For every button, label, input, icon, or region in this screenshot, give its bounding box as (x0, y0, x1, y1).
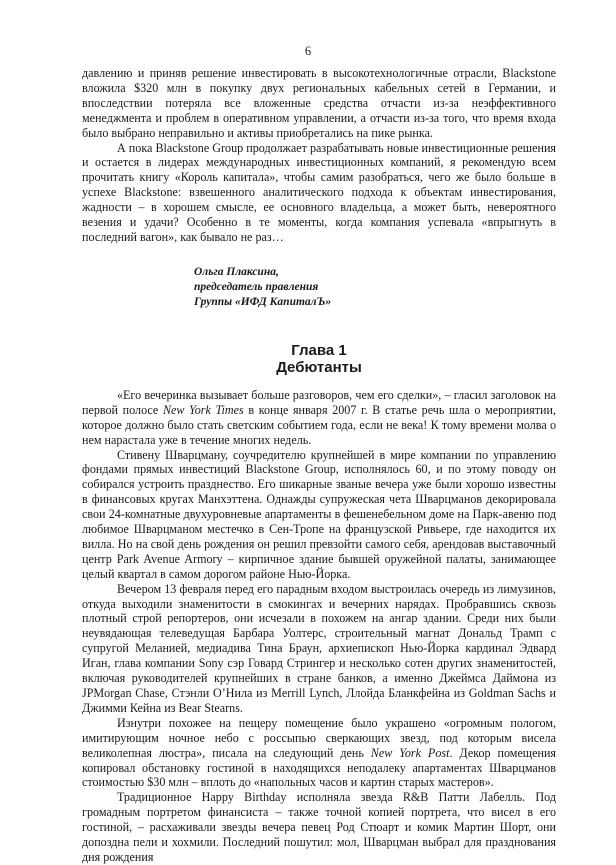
page-content (82, 66, 556, 865)
signature-company: Группы «ИФД КапиталЪ» (194, 295, 332, 308)
signature-name: Ольга Плаксина, (194, 265, 279, 278)
p4-text-a: Изнутри похожее на пещеру помещение было украшено «огромным пологом, имитирующим ночное небо с россыпью сверкающих звезд, под которым висела великолепная люстра», писала на следующий день (82, 715, 556, 760)
intro-paragraph-2: А пока Blackstone Group продолжает разрабатывать новые инвестиционные решения и остается в лидерах международных инвестиционных компаний, я рекомендую всем прочитать книгу «Король капитала», чтобы самим разобраться, чего же было больше в успехе Blackstone: взвешенного аналитического подхода к объектам инвестирования, жадности – в хорошем смысле, ее основного владельца, а может быть, невероятного везения и удачи? Особенно в те моменты, когда компания успевала «впрыгнуть в последний вагон», как бывало не раз… (82, 140, 556, 244)
body-paragraph-4 (82, 716, 556, 791)
p1-newspaper-name: New York Times (162, 402, 244, 417)
signature-position: председатель правления (194, 280, 319, 293)
chapter-heading (82, 342, 556, 376)
body-paragraph-3: Вечером 13 февраля перед его парадным входом выстроилась очередь из лимузинов, откуда выходили знаменитости в смокингах и вечерних нарядах. Пробравшись сквозь плотный строй репортеров, они исчезали в похожем на ангар здании. Среди них были неувядающая телеведущая Барбара Уолтерс, строительный магнат Дональд Трамп с супругой Меланией, медиадива Тина Браун, архиепископ Нью-Йорка кардинал Эдвард Иган, глава компании Sony сэр Говард Стрингер и несколько сотен других знаменитостей, включая руководителей крупнейших в стране банков, а именно Джеймса Даймона из JPMorgan Chase, Стэнли О’Нила из Merrill Lynch, Ллойда Бланкфейна из Goldman Sachs и Джимми Кейна из Bear Stearns. (82, 581, 556, 715)
signature-block (194, 265, 556, 310)
chapter-title: Дебютанты (276, 358, 362, 376)
page-number: 6 (304, 44, 312, 58)
body-paragraph-5: Традиционное Happy Birthday исполняла звезда R&B Патти Лабелль. Под громадным портретом финансиста – также точной копией портрета, что висел в его гостиной, – расхаживали звезды вечера певец Род Стюарт и комик Мартин Шорт, они допоздна пели и хохмили. Последний пошутил: мол, Шварцман выбрал для празднования дня рождения (82, 790, 556, 864)
p4-text-c: . Декор помещения копировал обстановку гостиной в находящихся неподалеку апартаментах Шварцманов стоимостью $30 млн – вплоть до «напольных часов и картин старых мастеров». (82, 745, 556, 790)
body-paragraph-1 (82, 388, 556, 448)
p1-text-c: в конце января 2007 г. В статье речь шла о мероприятии, которое должно было стать светским событием года, если не века! К тому времени молва о нем нарастала уже в течение многих недель. (82, 402, 556, 447)
intro-paragraph-1: давлению и приняв решение инвестировать в высокотехнологичные отрасли, Blackstone вложила $320 млн в покупку двух региональных кабельных сетей в Германии, и впоследствии потеряла все вложенные средства отчасти из-за неэффективного менеджмента и проблем в оперативном управлении, а отчасти из-за того, что время входа было выбрано неправильно и активы приобретались на пике рынка. (82, 66, 556, 140)
chapter-number: Глава 1 (291, 341, 347, 359)
p4-newspaper-name: New York Post (370, 745, 450, 760)
body-paragraph-2: Стивену Шварцману, соучредителю крупнейшей в мире компании по управлению фондами прямых инвестиций Blackstone Group, исполнялось 60, и по этому поводу он собирался устроить празднество. Его шикарные званые вечера уже были хорошо известны в финансовых кругах Манхэттена. Однажды супружеская чета Шварцманов декорировала свои 24-комнатные двухуровневые апартаменты в фешенебельном доме на Парк-авеню под любимое Шварцманом местечко в Сен-Тропе на французской Ривьере, где находится их вилла. Но на свой день рождения он решил превзойти самого себя, арендовав выставочный центр Park Avenue Armory – кирпичное здание бывшей оружейной палаты, занимающее целый квартал в самом дорогом районе Нью-Йорка. (82, 447, 556, 581)
p1-text-a: «Его вечеринка вызывает больше разговоров, чем его сделки», – гласил заголовок на первой полосе (82, 387, 556, 417)
